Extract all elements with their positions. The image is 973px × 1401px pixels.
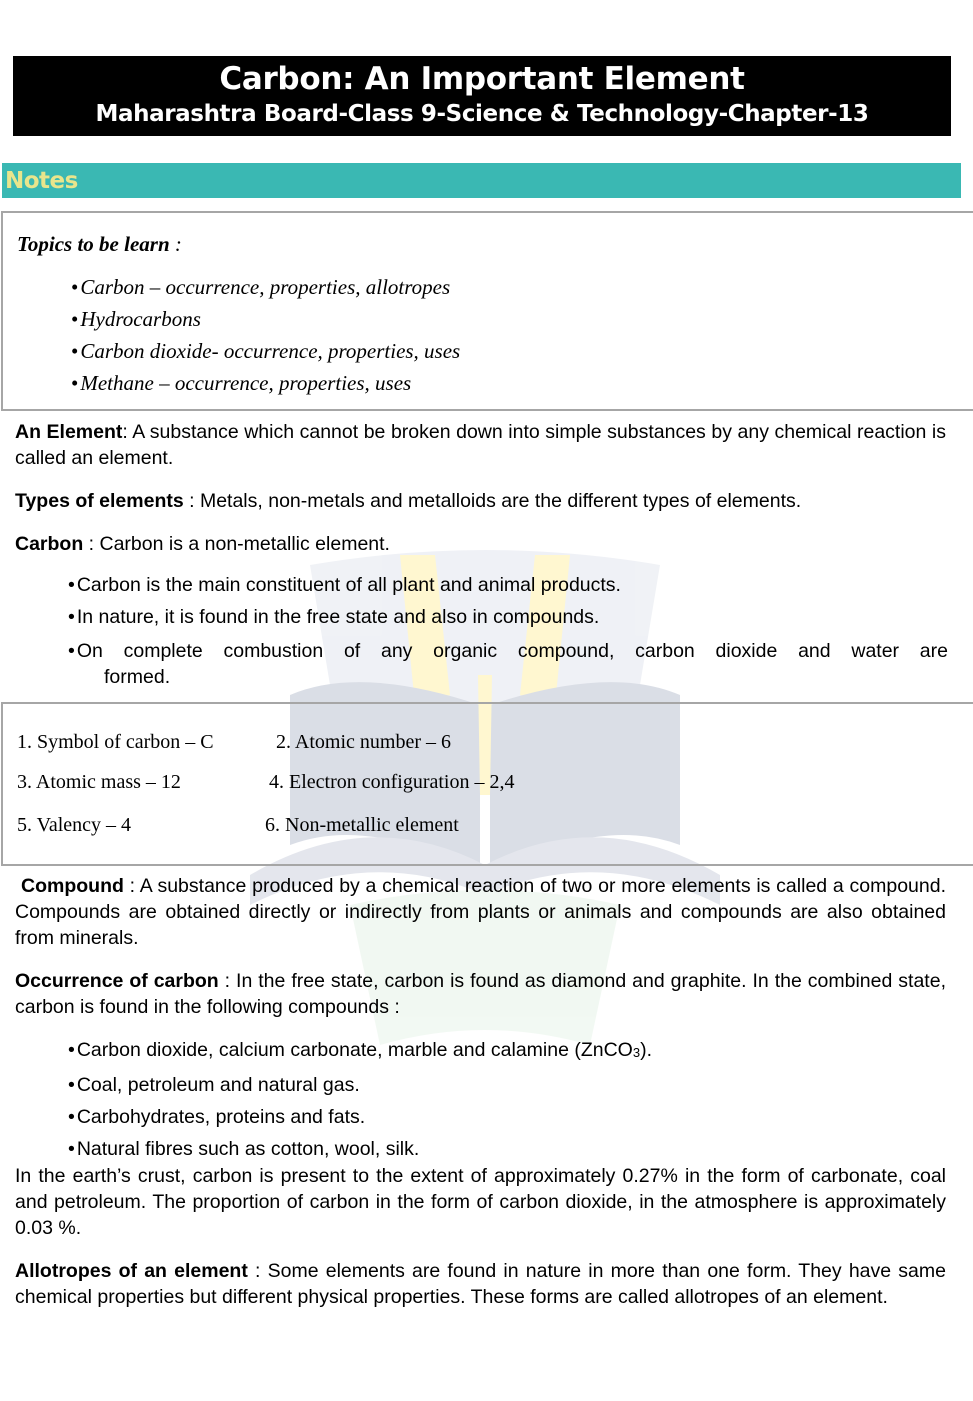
bullet-icon: •	[71, 275, 79, 299]
bullet-icon: •	[68, 640, 75, 662]
types-definition	[15, 488, 946, 514]
bullet-icon: •	[68, 574, 75, 596]
compound-term: Compound	[21, 875, 124, 897]
list-item-text: Carbon is the main constituent of all plant and animal products.	[76, 574, 621, 596]
allotropes-text: : Some elements are found in nature in more than one form. They have same chemical properties but different physical properties. These forms are called allotropes of an element.	[15, 1260, 946, 1308]
compound-text: : A substance produced by a chemical reaction of two or more elements is called a compound. Compounds are obtained directly or indirectly from plants or animals and compounds are also obtained from minerals.	[15, 875, 946, 949]
fact-item: 2. Atomic number – 6	[276, 731, 451, 753]
bullet-icon: •	[71, 371, 79, 395]
page-header	[13, 56, 951, 136]
topic-item-text: Carbon – occurrence, properties, allotropes	[80, 275, 451, 299]
list-item-text: Coal, petroleum and natural gas.	[76, 1074, 360, 1096]
bullet-icon: •	[71, 307, 79, 331]
earth-crust-paragraph: In the earth’s crust, carbon is present to the extent of approximately 0.27% in the form of carbonate, coal and petroleum. The proportion of carbon in the form of carbon dioxide, in the atmosphere is approximately 0.03 %.	[15, 1165, 946, 1239]
fact-item: 3. Atomic mass – 12	[17, 771, 181, 793]
list-item-text: In nature, it is found in the free state and also in compounds.	[76, 606, 600, 628]
notes-section-bar	[2, 163, 961, 198]
topic-item-text: Methane – occurrence, properties, uses	[80, 371, 412, 395]
types-text: : Metals, non-metals and metalloids are the different types of elements.	[183, 490, 802, 512]
list-item	[68, 601, 948, 633]
topic-item	[71, 335, 973, 367]
list-item	[68, 1034, 948, 1069]
fact-item: 4. Electron configuration – 2,4	[269, 771, 515, 793]
list-item-text: formed.	[104, 666, 171, 688]
list-item-text: Carbohydrates, proteins and fats.	[76, 1106, 366, 1128]
topic-item	[71, 367, 973, 399]
fact-item: 6. Non-metallic element	[265, 814, 459, 836]
bullet-icon: •	[68, 1138, 75, 1160]
topics-heading-text: Topics to be learn	[17, 232, 170, 256]
page-title: Carbon: An Important Element	[219, 61, 745, 97]
topic-item-text: Carbon dioxide- occurrence, properties, uses	[80, 339, 461, 363]
list-item	[68, 1069, 948, 1101]
occurrence-term: Occurrence of carbon	[15, 970, 219, 992]
list-item-text: Natural fibres such as cotton, wool, silk.	[76, 1138, 420, 1160]
bullet-icon: •	[68, 606, 75, 628]
notes-heading: Notes	[5, 168, 78, 194]
carbon-definition	[15, 531, 946, 557]
topic-item-text: Hydrocarbons	[80, 307, 201, 331]
topic-item	[71, 271, 973, 303]
occurrence-text: : In the free state, carbon is found as diamond and graphite. In the combined state, carbon is found in the following compounds :	[15, 970, 946, 1018]
bullet-icon: •	[68, 1039, 75, 1061]
element-term: An Element	[15, 421, 123, 443]
fact-item: 5. Valency – 4	[17, 814, 132, 836]
bullet-icon: •	[71, 339, 79, 363]
list-item	[68, 633, 948, 664]
topic-item	[71, 303, 973, 335]
carbon-facts-box	[1, 702, 973, 866]
types-term: Types of elements	[15, 490, 184, 512]
topics-heading-colon: :	[169, 232, 182, 256]
formula-subscript: 3	[632, 1045, 641, 1060]
list-item	[68, 1101, 948, 1133]
formula-tail: ).	[640, 1039, 653, 1061]
topics-heading	[17, 232, 973, 257]
occurrence-bullets	[68, 1034, 948, 1165]
fact-item: 1. Symbol of carbon – C	[17, 731, 214, 753]
allotropes-term: Allotropes of an element	[15, 1260, 248, 1282]
bullet-icon: •	[68, 1106, 75, 1128]
list-item-continuation	[68, 664, 948, 690]
topics-list	[3, 271, 973, 399]
topics-box	[1, 211, 973, 411]
page-subtitle: Maharashtra Board-Class 9-Science & Technology-Chapter-13	[95, 101, 869, 127]
list-item	[68, 1133, 948, 1165]
carbon-term: Carbon	[15, 533, 84, 555]
occurrence-paragraph	[15, 968, 946, 1020]
bullet-icon: •	[68, 1074, 75, 1096]
allotropes-definition	[15, 1258, 946, 1310]
list-item-text: On complete combustion of any organic compound, carbon dioxide and water are	[76, 640, 948, 662]
carbon-text: : Carbon is a non-metallic element.	[83, 533, 390, 555]
list-item	[68, 569, 948, 601]
compound-definition	[15, 873, 946, 951]
element-text: : A substance which cannot be broken down into simple substances by any chemical reaction is called an element.	[15, 421, 946, 469]
list-item-text: Carbon dioxide, calcium carbonate, marble and calamine (ZnCO	[76, 1039, 633, 1061]
carbon-bullets	[68, 569, 948, 690]
element-definition	[15, 419, 946, 471]
